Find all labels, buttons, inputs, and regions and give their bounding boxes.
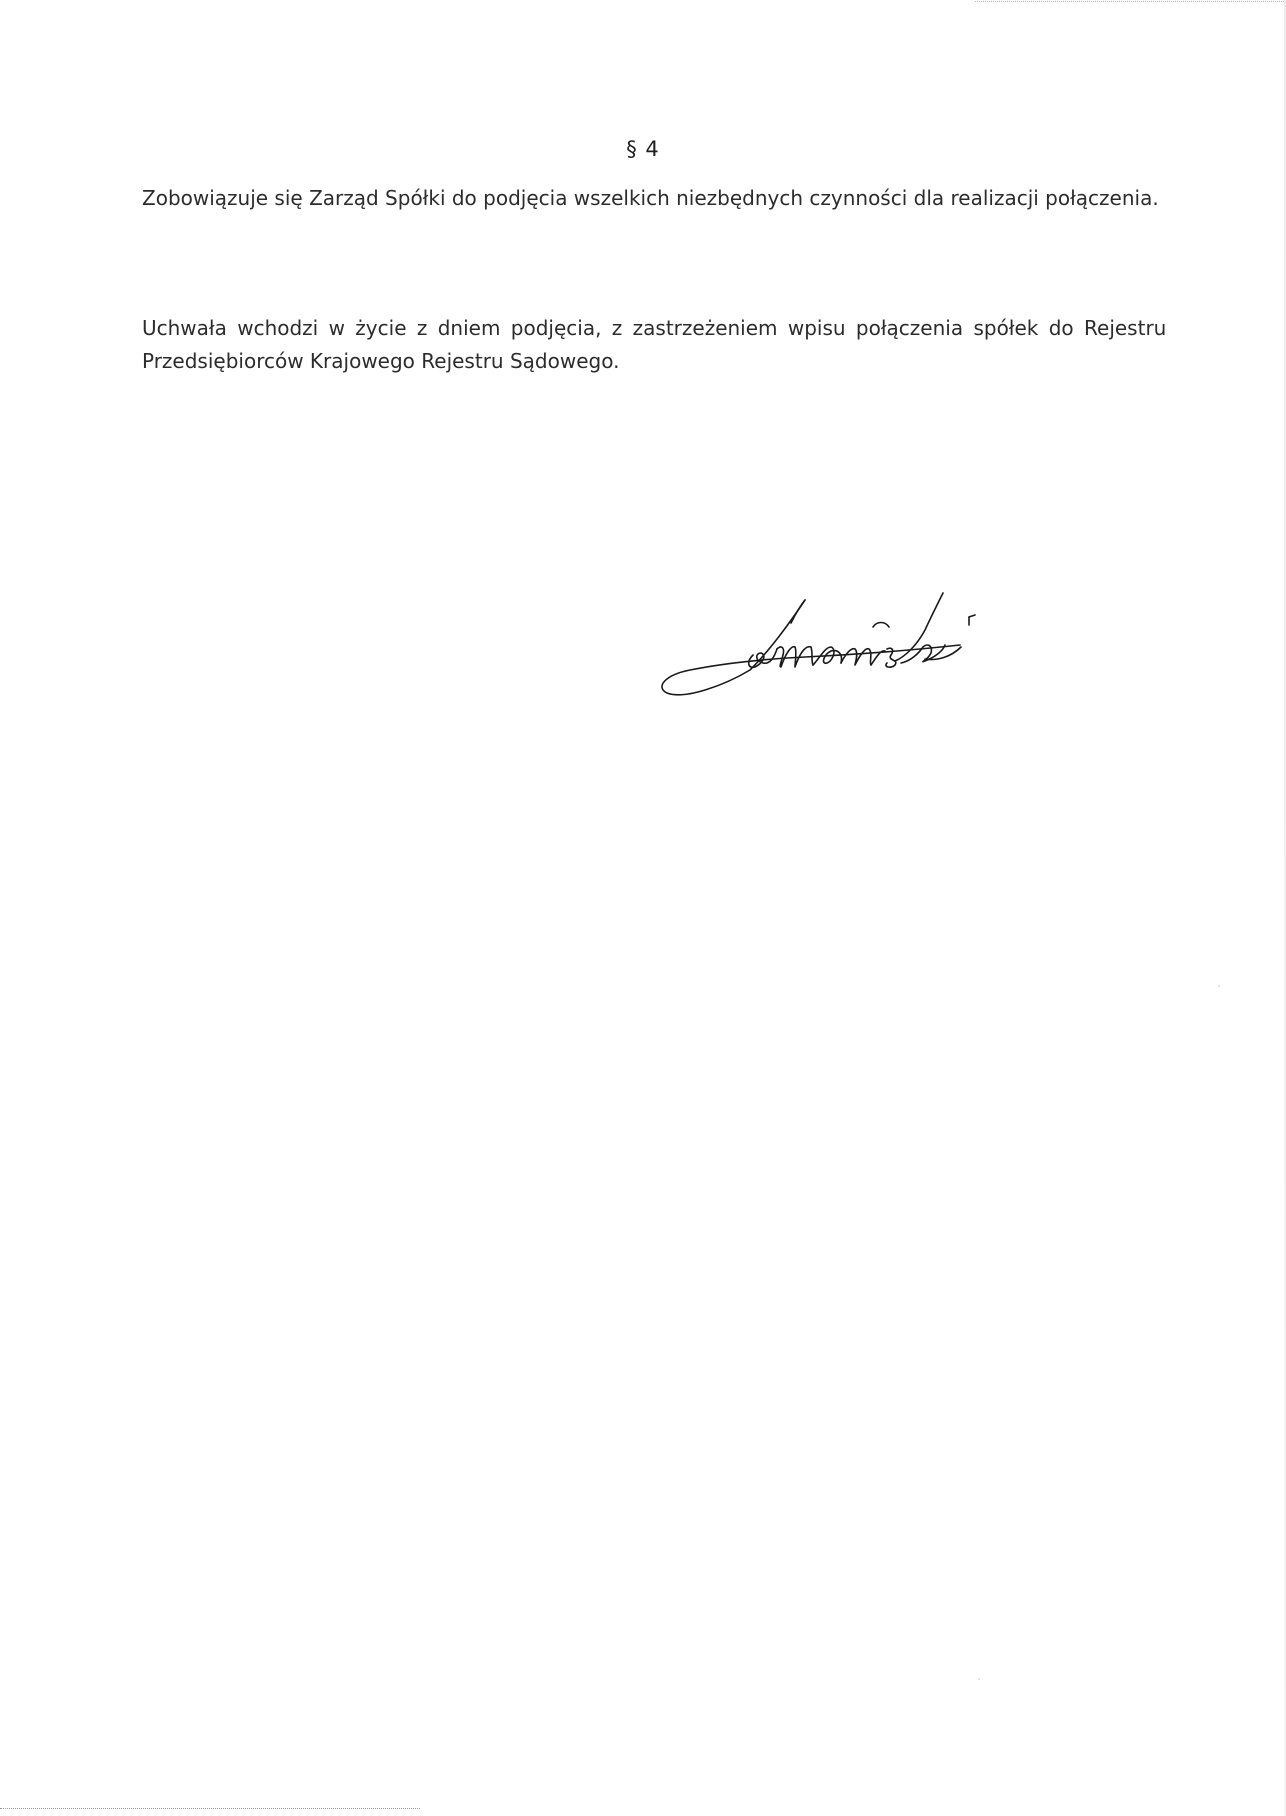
scan-speck	[1218, 985, 1220, 987]
scan-edge-bottom-divider	[0, 1808, 420, 1809]
scan-edge-top-divider	[975, 1, 1286, 2]
scan-speck	[978, 1678, 980, 1680]
obligation-paragraph: Zobowiązuje się Zarząd Spółki do podjęcia wszelkich niezbędnych czynności dla realizacji połączenia.	[142, 186, 1159, 210]
handwritten-signature-icon	[655, 575, 1020, 705]
effective-clause-line-1: Uchwała wchodzi w życie z dniem podjęcia, z zastrzeżeniem wpisu połączenia spółek do Rejestru	[142, 316, 1167, 340]
effective-clause-line-2: Przedsiębiorców Krajowego Rejestru Sądowego.	[142, 349, 620, 373]
section-heading: § 4	[626, 137, 660, 161]
